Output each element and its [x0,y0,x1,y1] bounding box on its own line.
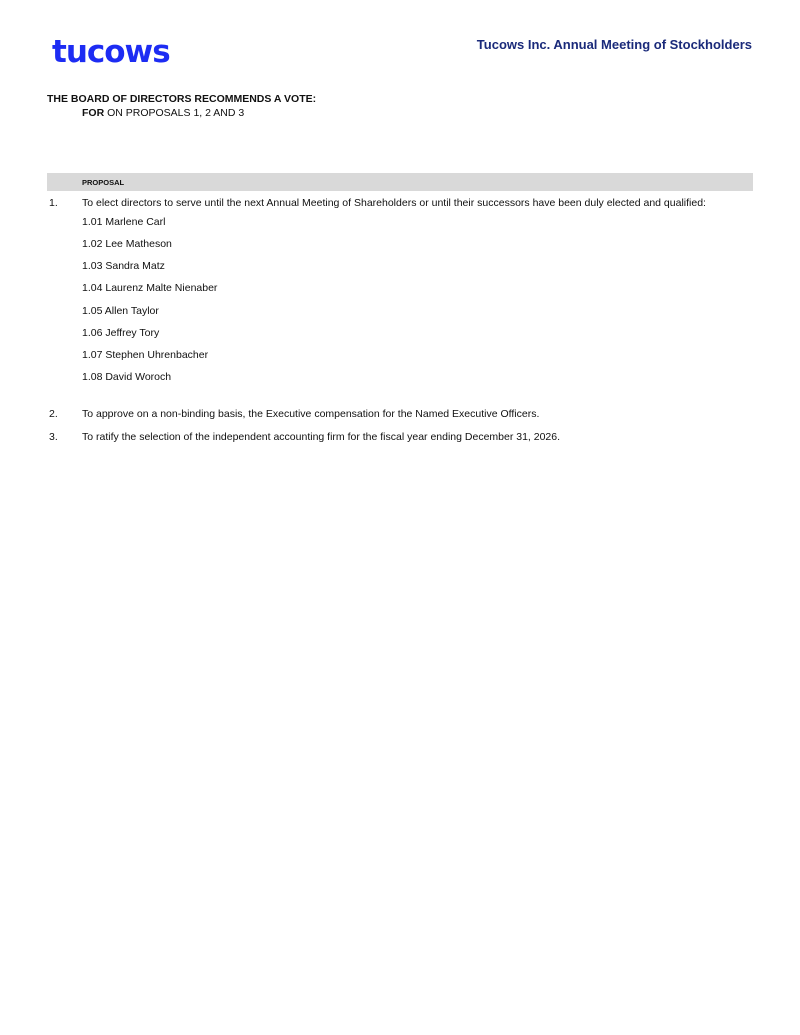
nominee: 1.04 Laurenz Malte Nienaber [82,282,218,294]
nominee: 1.02 Lee Matheson [82,238,172,250]
proposal-table-header [47,173,753,191]
recommendation-heading: THE BOARD OF DIRECTORS RECOMMENDS A VOTE: [47,93,317,105]
proposal-number: 1. [49,197,58,209]
nominee: 1.01 Marlene Carl [82,216,166,228]
nominee: 1.08 David Woroch [82,371,172,383]
nominee: 1.07 Stephen Uhrenbacher [82,349,209,361]
nominee: 1.03 Sandra Matz [82,260,165,272]
proposal-text: To ratify the selection of the independent accounting firm for the fiscal year ending December 31, 2026. [82,431,561,443]
proposal-text: To elect directors to serve until the next Annual Meeting of Shareholders or until their successors have been duly elected and qualified: [82,197,706,209]
tucows-logo: tucows [52,34,170,70]
page-title: Tucows Inc. Annual Meeting of Stockholders [476,37,752,52]
recommendation-line [82,107,244,119]
proposal-number: 3. [49,431,58,443]
proposal-column-label: PROPOSAL [82,178,125,187]
proposal-number: 2. [49,408,58,420]
for-label: FOR [82,107,105,119]
nominee: 1.05 Allen Taylor [82,305,159,317]
for-text: ON PROPOSALS 1, 2 AND 3 [104,107,245,119]
proposal-text: To approve on a non-binding basis, the Executive compensation for the Named Executive Officers. [82,408,540,420]
nominee: 1.06 Jeffrey Tory [82,327,160,339]
